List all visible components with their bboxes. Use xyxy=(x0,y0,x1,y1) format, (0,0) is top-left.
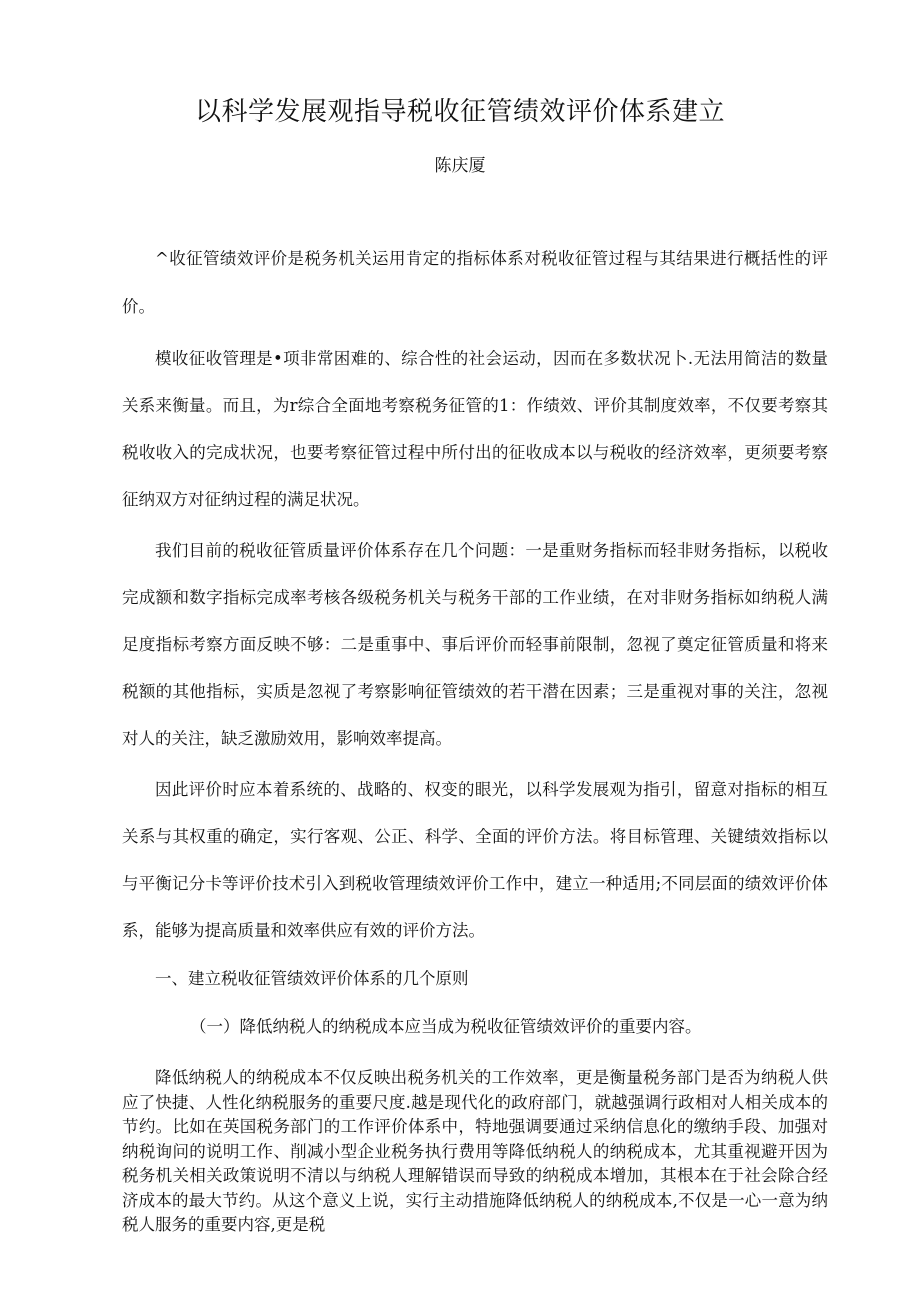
document-title: 以科学发展观指导税收征管绩效评价体系建立 xyxy=(194,97,725,127)
paragraph-5: 降低纳税人的纳税成本不仅反映出税务机关的工作效率，更是衡量税务部门是否为纳税人供应了快捷、人性化纳税服务的重要尺度.越是现代化的政府部门，就越强调行政相对人相关成本的节约。比如在英国税务部门的工作评价体系中，特地强调要通过采纳信息化的缴纳手段、加强对纳税询问的说明工作、削减小型企业税务执行费用等降低纳税人的纳税成本，尤其重视避开因为税务机关相关政策说明不清以与纳税人理解错误而导致的纳税成本增加，其根本在于社会除合经济成本的最大节约。从这个意义上说，实行主动措施降低纳税人的纳税成本,不仅是一心一意为纳税人服务的重要内容,更是税 xyxy=(122,1068,828,1234)
paragraph-4: 因此评价时应本着系统的、战略的、权变的眼光，以科学发展观为指引，留意对指标的相互关系与其权重的确定，实行客观、公正、科学、全面的评价方法。将目标管理、关键绩效指标以与平衡记分卡等评价技术引入到税收管理绩效评价工作中，建立一种适用;不同层面的绩效评价体系，能够为提高质量和效率供应有效的评价方法。 xyxy=(122,780,828,940)
paragraph-1: ^收征管绩效评价是税务机关运用肯定的指标体系对税收征管过程与其结果进行概括性的评价。 xyxy=(122,249,828,316)
paragraph-2: 模收征收管理是•项非常困难的、综合性的社会运动，因而在多数状况卜.无法用简洁的数量关系来衡量。而且，为r综合全面地考察税务征管的1：作绩效、评价其制度效率，不仅要考察其税收收入的完成状况，也要考察征管过程中所付出的征收成本以与税收的经济效率，更须要考察征纳双方对征纳过程的满足状况。 xyxy=(122,349,828,509)
paragraph-3: 我们目前的税收征管质量评价体系存在几个问题：一是重财务指标而轻非财务指标，以税收完成额和数字指标完成率考核各级税务机关与税务干部的工作业绩，在对非财务指标如纳税人满足度指标考察方面反映不够：二是重事中、事后评价而轻事前限制，忽视了奠定征管质量和将来税额的其他指标，实质是忽视了考察影响征管绩效的若干潜在因素；三是重视对事的关注，忽视对人的关注，缺乏激励效用，影响效率提高。 xyxy=(122,541,828,748)
subsection-heading: （一）降低纳税人的纳税成本应当成为税收征管绩效评价的重要内容。 xyxy=(190,1017,702,1036)
section-heading: 一、建立税收征管绩效评价体系的几个原则 xyxy=(155,969,469,988)
document-author: 陈庆厦 xyxy=(434,156,486,176)
document-body xyxy=(122,235,828,1238)
